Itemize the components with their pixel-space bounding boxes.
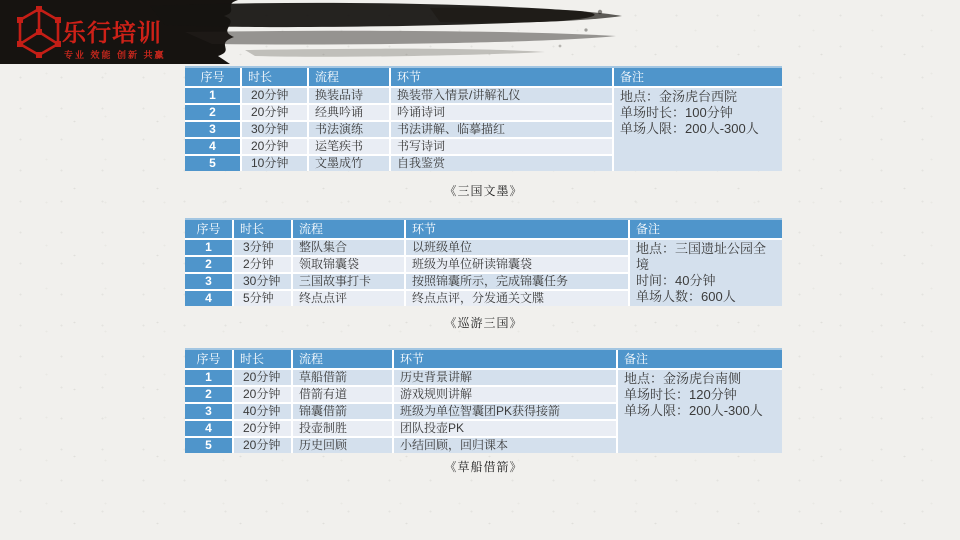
row-number: 3 — [185, 404, 232, 419]
remark-line: 单场人数：600人 — [636, 289, 736, 304]
table-caption-xunyou-sanguo: 《巡游三国》 — [444, 316, 523, 330]
remarks-cell — [614, 88, 782, 171]
row-number: 3 — [185, 122, 240, 137]
process-cell: 整队集合 — [293, 240, 404, 255]
row-number: 4 — [185, 421, 232, 436]
remark-line: 地点：金汤虎台南侧 — [624, 371, 742, 386]
row-number: 1 — [185, 88, 240, 103]
process-cell: 终点点评 — [293, 291, 404, 306]
column-header-duration: 时长 — [234, 220, 291, 238]
remark-line: 单场时长：120分钟 — [624, 387, 737, 402]
step-cell: 终点点评，分发通关文牒 — [406, 291, 628, 306]
column-header-step: 环节 — [394, 350, 616, 368]
process-cell: 投壶制胜 — [293, 421, 392, 436]
table-caption-caochuan-jiejian: 《草船借箭》 — [444, 460, 523, 474]
step-cell: 团队投壶PK — [394, 421, 616, 436]
cube-logo-icon — [14, 6, 64, 58]
remarks-cell — [618, 370, 782, 453]
duration-cell: 20分钟 — [234, 387, 291, 402]
step-cell: 自我鉴赏 — [391, 156, 612, 171]
table-xunyou-sanguo — [185, 218, 782, 306]
duration-cell: 20分钟 — [234, 438, 291, 453]
step-cell: 小结回顾，回归课本 — [394, 438, 616, 453]
process-cell: 运笔疾书 — [309, 139, 389, 154]
column-header-step: 环节 — [406, 220, 628, 238]
duration-cell: 3分钟 — [234, 240, 291, 255]
ink-brush-banner — [0, 0, 640, 64]
column-header-remarks: 备注 — [630, 220, 782, 238]
remark-line: 地点：金汤虎台西院 — [620, 89, 738, 104]
process-cell: 经典吟诵 — [309, 105, 389, 120]
row-number: 1 — [185, 370, 232, 385]
column-header-remarks: 备注 — [618, 350, 782, 368]
process-cell: 书法演练 — [309, 122, 389, 137]
remark-line: 单场人限：200人-300人 — [624, 403, 763, 418]
duration-cell: 20分钟 — [242, 139, 307, 154]
step-cell: 游戏规则讲解 — [394, 387, 616, 402]
column-header-no: 序号 — [185, 350, 232, 368]
remark-line: 单场人限：200人-300人 — [620, 121, 759, 136]
step-cell: 书写诗词 — [391, 139, 612, 154]
duration-cell: 20分钟 — [234, 421, 291, 436]
process-cell: 三国故事打卡 — [293, 274, 404, 289]
process-cell: 历史回顾 — [293, 438, 392, 453]
row-number: 2 — [185, 387, 232, 402]
column-header-process: 流程 — [293, 220, 404, 238]
row-number: 2 — [185, 105, 240, 120]
column-header-duration: 时长 — [234, 350, 291, 368]
column-header-no: 序号 — [185, 68, 240, 86]
column-header-step: 环节 — [391, 68, 612, 86]
duration-cell: 5分钟 — [234, 291, 291, 306]
remark-line: 时间：40分钟 — [636, 273, 716, 288]
step-cell: 吟诵诗词 — [391, 105, 612, 120]
row-number: 4 — [185, 139, 240, 154]
process-cell: 换装品诗 — [309, 88, 389, 103]
remark-line: 地点：三国遗址公园全境 — [636, 241, 767, 272]
brand-title: 乐行培训 — [62, 20, 162, 47]
row-number: 4 — [185, 291, 232, 306]
step-cell: 班级为单位智囊团PK获得接箭 — [394, 404, 616, 419]
duration-cell: 20分钟 — [242, 88, 307, 103]
duration-cell: 20分钟 — [242, 105, 307, 120]
process-cell: 锦囊借箭 — [293, 404, 392, 419]
row-number: 5 — [185, 156, 240, 171]
process-cell: 借箭有道 — [293, 387, 392, 402]
row-number: 3 — [185, 274, 232, 289]
process-cell: 领取锦囊袋 — [293, 257, 404, 272]
row-number: 5 — [185, 438, 232, 453]
column-header-process: 流程 — [293, 350, 392, 368]
duration-cell: 30分钟 — [234, 274, 291, 289]
table-sanguo-wenmo — [185, 66, 782, 171]
step-cell: 换装带入情景/讲解礼仪 — [391, 88, 612, 103]
remarks-cell — [630, 240, 782, 306]
process-cell: 草船借箭 — [293, 370, 392, 385]
duration-cell: 30分钟 — [242, 122, 307, 137]
step-cell: 以班级单位 — [406, 240, 628, 255]
duration-cell: 20分钟 — [234, 370, 291, 385]
row-number: 2 — [185, 257, 232, 272]
duration-cell: 10分钟 — [242, 156, 307, 171]
duration-cell: 2分钟 — [234, 257, 291, 272]
row-number: 1 — [185, 240, 232, 255]
step-cell: 历史背景讲解 — [394, 370, 616, 385]
column-header-remarks: 备注 — [614, 68, 782, 86]
column-header-duration: 时长 — [242, 68, 307, 86]
duration-cell: 40分钟 — [234, 404, 291, 419]
step-cell: 班级为单位研读锦囊袋 — [406, 257, 628, 272]
table-caption-sanguo-wenmo: 《三国文墨》 — [444, 184, 523, 198]
step-cell: 书法讲解、临摹描红 — [391, 122, 612, 137]
column-header-no: 序号 — [185, 220, 232, 238]
step-cell: 按照锦囊所示，完成锦囊任务 — [406, 274, 628, 289]
column-header-process: 流程 — [309, 68, 389, 86]
brand-tagline: 专业 效能 创新 共赢 — [64, 50, 166, 60]
process-cell: 文墨成竹 — [309, 156, 389, 171]
remark-line: 单场时长：100分钟 — [620, 105, 733, 120]
table-caochuan-jiejian — [185, 348, 782, 453]
